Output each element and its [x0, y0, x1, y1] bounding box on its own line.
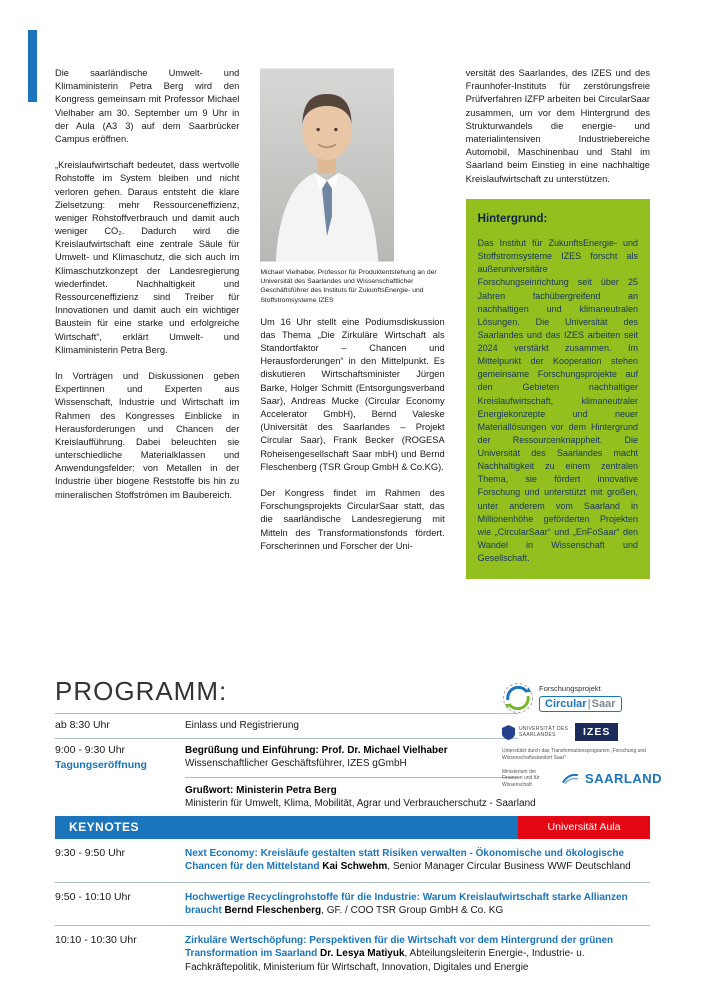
izes-wordmark: IZES [575, 723, 618, 741]
keynote-title: Next Economy: Kreisläufe gestalten statt Risiken verwalten - Ökonomische und ökologische Chancen für den Mittelstand [185, 847, 624, 873]
paragraph: versität des Saarlandes, des IZES und des Fraunhofer-Instituts für zerstörungsfreie Prüfverfahren IZFP arbeiten bei CircularSaar zusammen, um vor dem Hintergrund des Strukturwandels die energie- und materialintensiven Industriebereiche Automobil, Maschinenbau und Stahl im Saarland beim Einstieg in eine nachhaltige Kreislaufwirtschaft zu unterstützen. [465, 68, 650, 184]
saarland-wordmark: SAARLAND [585, 770, 662, 786]
entry-label: Grußwort: [185, 784, 237, 796]
article-col-1 [55, 67, 239, 729]
program-time: 9:00 - 9:30 Uhr [55, 744, 126, 757]
keynote-time: 10:10 - 10:30 Uhr [55, 934, 137, 947]
keynote-description [185, 891, 650, 918]
keynote-time: 9:50 - 10:10 Uhr [55, 890, 131, 903]
entry-speaker: Prof. Dr. Michael Vielhaber [321, 745, 448, 757]
university-crest-icon [502, 725, 515, 740]
program-row-registration [55, 713, 518, 738]
program-time-cell [55, 744, 185, 810]
program-description: Einlass und Registrierung [185, 720, 299, 731]
keynote-row [55, 883, 650, 927]
saarland-logo [502, 769, 662, 789]
portrait-photo [260, 67, 394, 263]
keynotes-location-badge: Universität Aula [518, 816, 650, 839]
keynote-row [55, 839, 650, 883]
hintergrund-body: Das Institut für ZukunftsEnergie- und Stoffstromsysteme IZES forscht als außeruniversitäre Forschungseinrichtung seit über 25 Jahren fachübergreifend an nachhaltigen und klimaneutralen Lösungen. Die Universität des Saarlandes und das IZES arbeiten seit 2024 verstärkt zusammen. Im Mittelpunkt der Kooperation stehen gemeinsame Forschungsprojekte auf den Gebieten nachhaltiger Kreislaufwirtschaft, klimaneutraler Energiekonzepte und neuer Materiallösungen vor dem Hintergrund der Ressourcenknappheit. Die Universität des Saarlandes macht Nachhaltigkeit zu einem zentralen Thema, sie fördert innovative Forschung und unterstützt mit großen, unter anderem vom Saarland in Millionenhöhe geförderten Projekten wie „CircularSaar“ und „EnFoSaar“ den Wandel in Wissenschaft und Gesellschaft. [477, 238, 638, 564]
paragraph: „Kreislaufwirtschaft bedeutet, dass wertvolle Rohstoffe im System bleiben und nicht verloren gehen. Daraus entsteht die klare Zielsetzung: mehr Ressourceneffizienz, weniger Rohstoffverbrauch und damit auch weniger CO₂. Dadurch wird die Kreislaufwirtschaft eine zentrale Säule für Umwelt- und Klimaschutz, die sich auch im Klimaschutzkonzept der Landesregierung wiederfindet. Nachhaltigkeit und Ressourceneffizienz sind Treiber für Innovationen und damit auch ein wichtiger Baustein für eine starke und erfolgreiche Wirtschaft“, erklärt Umwelt- und Klimaministerin Petra Berg. [55, 160, 240, 355]
keynotes-header-label: KEYNOTES [55, 816, 518, 839]
hintergrund-box [466, 199, 650, 579]
entry-subtitle: Wissenschaftlicher Geschäftsführer, IZES gGmbH [185, 758, 407, 770]
entry-subtitle: Ministerin für Umwelt, Klima, Mobilität, Agrar und Verbraucherschutz - Saarland [185, 797, 536, 809]
ministry-label: Ministerium der Finanzen und für Wissenschaft [502, 768, 540, 788]
entry-speaker: Ministerin Petra Berg [236, 784, 337, 796]
circularsaar-wordmark [539, 696, 622, 712]
izes-logo [502, 723, 662, 741]
program-entry-welcome [185, 744, 518, 770]
keynote-speaker: Dr. Lesya Matiyuk [320, 948, 405, 960]
support-program-note: Unterstützt durch das Transformationsprogramm „Forschung und Wissenschaftsstandort Saar“ [502, 748, 646, 761]
paragraph: Der Kongress findet im Rahmen des Forschungsprojekts CircularSaar statt, das die saarländische Landesregierung mit Mitteln des Transformationsfonds fördert. Forscherinnen und Forscher der Uni- [260, 487, 445, 551]
entry-title-line [185, 744, 518, 757]
program-section [55, 676, 662, 982]
program-time: ab 8:30 Uhr [55, 719, 110, 731]
keynote-speaker: Bernd Fleschenberg [224, 904, 322, 916]
university-name-label: UNIVERSITÄT DES SAARLANDES [519, 725, 569, 738]
circularsaar-logo-text [539, 684, 622, 712]
blue-corner-mark [28, 30, 37, 102]
keynote-title: Zirkuläre Wertschöpfung: Perspektiven für die Wirtschaft vor dem Hintergrund der grünen Transformation im Saarland [185, 935, 614, 960]
keynotes-header-bar [55, 816, 650, 839]
program-heading: PROGRAMM: [55, 676, 228, 706]
paragraph: Um 16 Uhr stellt eine Podiumsdiskussion das Thema „Die Zirkuläre Wirtschaft als Standortfaktor – Chancen und Herausforderungen“ in den Mittelpunkt. Es diskutieren Wirtschaftsminister Jürgen Barke, Holger Schmitt (Entsorgungsverband Saar), Andreas Mucke (Circular Economy Accelerator GmbH), Bernd Valeske (Universität des Saarlandes – Projekt Circular Saar), Frank Becker (ROGESA Roheisengesellschaft Saar mbH) und Bernd Fleschenberg (TSR Group GmbH & Co.KG). [260, 316, 445, 472]
circular-arrows-icon [502, 682, 534, 714]
keynote-row [55, 926, 650, 982]
keynote-description [185, 934, 650, 974]
keynote-speaker-role: , Abteilungsleiterin Energie-, Industrie- u. Fachkräftepolitik, Ministerium für Wirtschaft, Innovation, Digitales und Energie [185, 948, 585, 973]
portrait-illustration [260, 67, 394, 263]
hintergrund-title: Hintergrund: [477, 212, 548, 225]
keynote-title: Hochwertige Recyclingrohstoffe für die Industrie: Warum Kreislaufwirtschaft starke Allianzen braucht [185, 891, 628, 916]
keynote-speaker: Kai Schwehm [322, 861, 388, 873]
article-col-3 [466, 67, 650, 729]
photo-caption: Michael Vielhaber, Professor für Produktentstehung an der Universität des Saarlandes und Wissenschaftlicher Geschäftsführer des Instituts für ZukunftsEnergie- und Stoffstromsysteme IZES [260, 269, 437, 304]
article-col-2 [260, 67, 444, 729]
circularsaar-project-label: Forschungsprojekt [539, 684, 601, 693]
keynote-speaker-role: , Senior Manager Circular Business WWF Deutschland [387, 861, 631, 873]
circularsaar-separator: | [587, 698, 591, 710]
circularsaar-word-right: Saar [591, 698, 616, 710]
circularsaar-logo [502, 682, 662, 714]
entry-title-line [185, 784, 518, 797]
entry-label: Begrüßung und Einführung: [185, 745, 322, 757]
paragraph: Die saarländische Umwelt- und Klimaministerin Petra Berg wird den Kongress gemeinsam mit Professor Michael Vielhaber am 30. September um 9 Uhr in der Aula (A3 3) auf dem Saarbrücker Campus eröffnen. [55, 68, 240, 144]
paragraph: In Vorträgen und Diskussionen geben Expertinnen und Experten aus Wissenschaft, Industrie und Wirtschaft im Rahmen des Kongresses Einblicke in Herausforderungen und Chancen der Kreislaufführung. Dabei beleuchten sie unterschiedliche Materialklassen und Anwendungsfelder: von Metallen in der Industrie über biogene Reststoffe bis hin zu mineralischen Stoffströmen im Baubereich. [55, 370, 240, 500]
keynote-description [185, 847, 650, 874]
circularsaar-word-left: Circular [545, 698, 587, 710]
program-entry-greeting [185, 777, 536, 810]
saarland-ornament-icon [561, 771, 580, 785]
keynote-speaker-role: , GF. / COO TSR Group GmbH & Co. KG [321, 904, 504, 916]
program-track-label: Tagungseröffnung [55, 759, 147, 772]
logos-block [502, 682, 662, 788]
keynote-time: 9:30 - 9:50 Uhr [55, 846, 126, 859]
